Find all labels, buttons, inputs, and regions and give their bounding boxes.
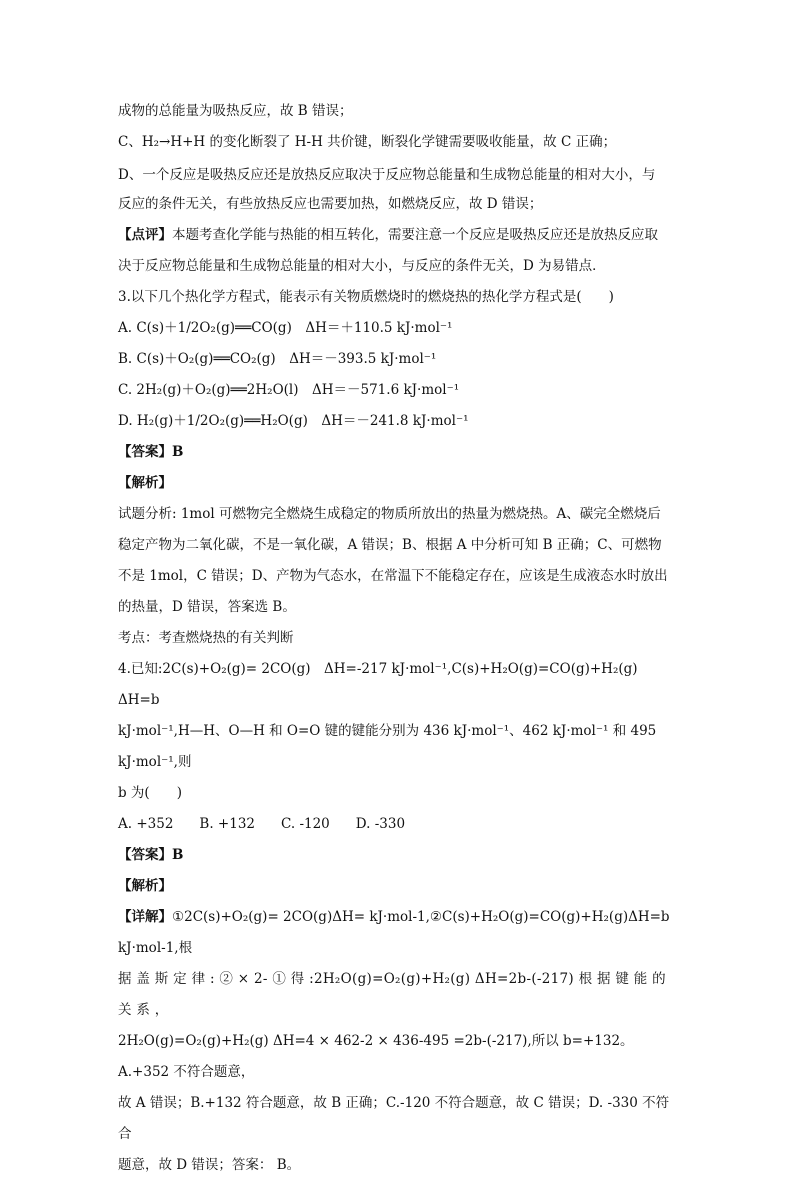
document-page bbox=[118, 96, 674, 1181]
key-point: 考点：考查燃烧热的有关判断 bbox=[118, 630, 294, 646]
analysis-label: 【解析】 bbox=[118, 878, 172, 894]
text-line: 决于反应物总能量和生成物总能量的相对大小，与反应的条件无关，D 为易错点． bbox=[118, 258, 606, 274]
question-4-stem: b 为( ) bbox=[118, 785, 182, 801]
explanation-line: 不是 1mol，C 错误；D、产物为气态水，在常温下不能稳定存在，应该是生成液态水时放出 bbox=[118, 568, 668, 584]
option-b: B. C(s)＋O₂(g)══CO₂(g) ΔH＝－393.5 kJ·mol⁻¹ bbox=[118, 351, 437, 367]
comment-line bbox=[118, 220, 674, 251]
detail-line: 故 A 错误；B.+132 符合题意，故 B 正确；C.-120 不符合题意，故 C 错误；D. -330 不符合 bbox=[118, 1095, 670, 1142]
explanation-line: 的热量，D 错误，答案选 B。 bbox=[118, 599, 296, 615]
text-line: D、一个反应是吸热反应还是放热反应取决于反应物总能量和生成物总能量的相对大小，与 bbox=[118, 167, 656, 183]
detail-line bbox=[118, 902, 674, 964]
text-line: C、H₂→H+H 的变化断裂了 H-H 共价键，断裂化学键需要吸收能量，故 C 正确； bbox=[118, 134, 617, 150]
comment-text: 本题考查化学能与热能的相互转化，需要注意一个反应是吸热反应还是放热反应取 bbox=[172, 227, 658, 243]
option-c: C. 2H₂(g)＋O₂(g)══2H₂O(l) ΔH＝－571.6 kJ·mol⁻¹ bbox=[118, 382, 460, 398]
answer-label: 【答案】B bbox=[118, 847, 184, 863]
text-line: 成物的总能量为吸热反应，故 B 错误； bbox=[118, 103, 353, 119]
option-c: C. -120 bbox=[281, 816, 330, 832]
detail-line: 2H₂O(g)=O₂(g)+H₂(g) ΔH=4 × 462-2 × 436-495 =2b-(-217),所以 b=+132。A.+352 不符合题意， bbox=[118, 1033, 634, 1080]
option-d: D. H₂(g)＋1/2O₂(g)══H₂O(g) ΔH＝－241.8 kJ·mol⁻¹ bbox=[118, 413, 469, 429]
option-b: B. +132 bbox=[199, 816, 256, 832]
question-4-stem: 4.已知:2C(s)+O₂(g)= 2CO(g) ΔH=-217 kJ·mol⁻¹,C(s)+H₂O(g)=CO(g)+H₂(g) ΔH=b bbox=[118, 661, 652, 708]
text-line: 反应的条件无关，有些放热反应也需要加热，如燃烧反应，故 D 错误； bbox=[118, 196, 543, 212]
explanation-line: 试题分析: 1mol 可燃物完全燃烧生成稳定的物质所放出的热量为燃烧热。A、碳完全燃烧后 bbox=[118, 506, 661, 522]
answer-label: 【答案】B bbox=[118, 444, 184, 460]
question-3-stem: 3.以下几个热化学方程式，能表示有关物质燃烧时的燃烧热的热化学方程式是( ) bbox=[118, 289, 614, 305]
option-d: D. -330 bbox=[355, 816, 406, 832]
explanation-line: 稳定产物为二氧化碳，不是一氧化碳，A 错误；B、根据 A 中分析可知 B 正确；C、可燃物 bbox=[118, 537, 662, 553]
detail-text: ①2C(s)+O₂(g)= 2CO(g)ΔH= kJ·mol-1,②C(s)+H₂O(g)=CO(g)+H₂(g)ΔH=b kJ·mol-1,根 bbox=[118, 909, 670, 956]
options-row bbox=[118, 809, 674, 840]
analysis-label: 【解析】 bbox=[118, 475, 172, 491]
detail-line: 题意，故 D 错误；答案： B。 bbox=[118, 1157, 301, 1173]
comment-tag: 【点评】 bbox=[118, 227, 172, 243]
detail-tag: 【详解】 bbox=[118, 909, 172, 925]
option-a: A. +352 bbox=[118, 816, 174, 832]
question-4-stem: kJ·mol⁻¹,H—H、O—H 和 O=O 键的键能分别为 436 kJ·mol⁻¹、462 kJ·mol⁻¹ 和 495 kJ·mol⁻¹,则 bbox=[118, 723, 657, 770]
option-a: A. C(s)＋1/2O₂(g)══CO(g) ΔH＝＋110.5 kJ·mol⁻¹ bbox=[118, 320, 453, 336]
detail-line: 据 盖 斯 定 律 : ② × 2- ① 得 :2H₂O(g)=O₂(g)+H₂(g) ΔH=2b-(-217) 根 据 键 能 的 关 系 ， bbox=[118, 971, 666, 1018]
